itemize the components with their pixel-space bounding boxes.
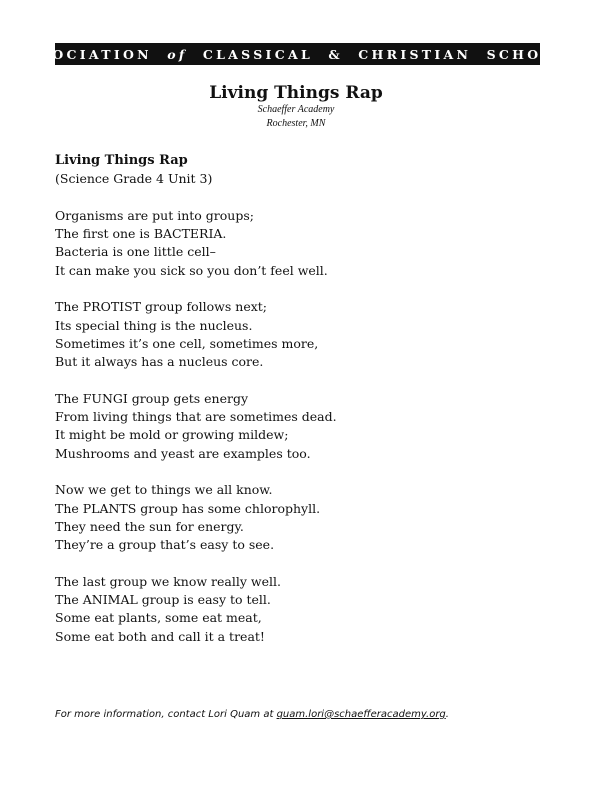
verse-line: The PROTIST group follows next; [55, 299, 267, 315]
verse-line: The PLANTS group has some chlorophyll. [55, 500, 321, 516]
banner-word: ASSOCIATION [14, 46, 152, 62]
banner-word: & [328, 46, 343, 62]
verse-line: Bacteria is one little cell– [55, 244, 216, 260]
verse-line: Some eat plants, some eat meat, [55, 610, 262, 626]
verse-line: The ANIMAL group is easy to tell. [55, 592, 271, 608]
verse-line: They’re a group that’s easy to see. [55, 537, 275, 553]
verse-line: It might be mold or growing mildew; [55, 427, 289, 443]
banner-word: SCHOOLS [486, 46, 581, 62]
banner-word: CHRISTIAN [358, 46, 472, 62]
verse-line: Now we get to things we all know. [55, 482, 273, 498]
stanza-plants [55, 481, 555, 554]
verse-line: The first one is BACTERIA. [55, 226, 227, 242]
verse-line: But it always has a nucleus core. [55, 354, 264, 370]
stanza-fungi [55, 390, 555, 463]
verse-line: The last group we know really well. [55, 573, 281, 589]
footer-text: For more information, contact Lori Quam at [55, 709, 277, 720]
verse-line: Some eat both and call it a treat! [55, 628, 265, 644]
verse-line: Sometimes it’s one cell, sometimes more, [55, 335, 319, 351]
verse-line: It can make you sick so you don’t feel well. [55, 262, 328, 278]
school-location: Rochester, MN [266, 118, 326, 129]
association-banner [14, 43, 581, 65]
contact-footer [55, 709, 449, 720]
stanza-animal [55, 573, 555, 646]
verse-line: From living things that are sometimes dead. [55, 409, 337, 425]
verse-line: Mushrooms and yeast are examples too. [55, 445, 311, 461]
stanza-bacteria [55, 207, 555, 280]
school-name: Schaeffer Academy [257, 104, 335, 115]
verse-line: Organisms are put into groups; [55, 207, 254, 223]
document-body [55, 152, 555, 646]
page-title: Living Things Rap [209, 83, 383, 103]
verse-line: Its special thing is the nucleus. [55, 317, 253, 333]
stanza-protist [55, 298, 555, 371]
contact-email-link[interactable]: quam.lori@schaefferacademy.org [276, 709, 446, 720]
banner-word: CLASSICAL [202, 46, 314, 62]
verse-line: They need the sun for energy. [55, 518, 244, 534]
footer-end: . [445, 709, 449, 720]
banner-word: of [167, 46, 188, 62]
document-title: Living Things Rap [55, 153, 188, 168]
document-subtitle: (Science Grade 4 Unit 3) [55, 171, 213, 187]
verse-line: The FUNGI group gets energy [55, 390, 249, 406]
